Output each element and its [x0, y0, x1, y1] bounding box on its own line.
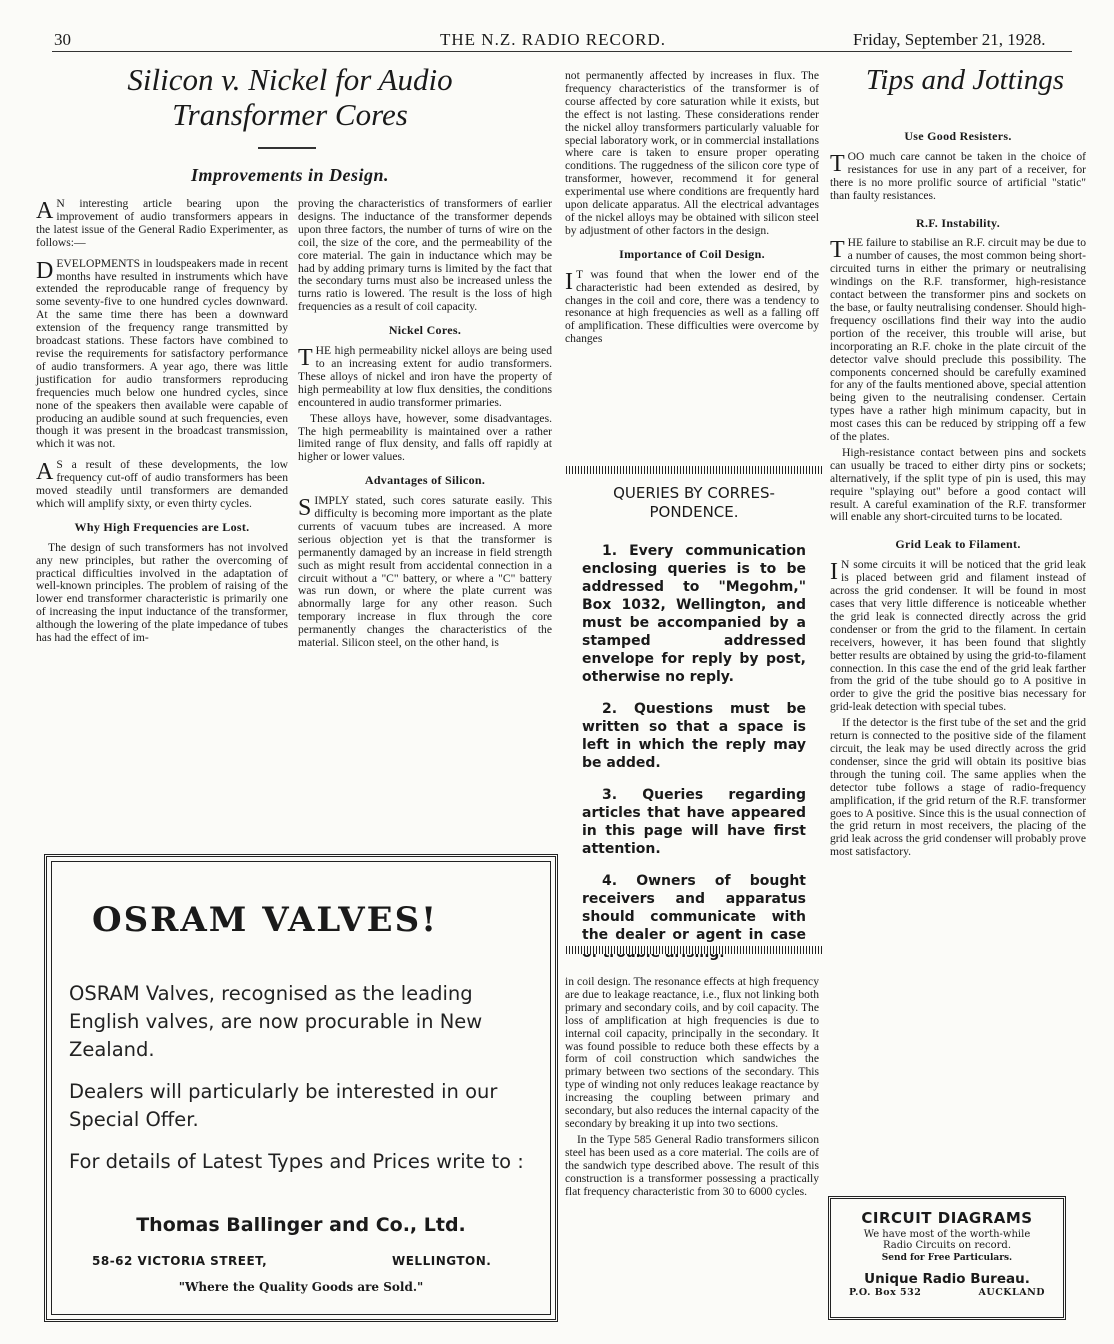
ad-company: Thomas Ballinger and Co., Ltd. [136, 1214, 466, 1236]
section-heading: Importance of Coil Design. [619, 246, 765, 261]
header-rule [52, 51, 1072, 52]
ad-city: WELLINGTON. [392, 1254, 492, 1268]
article-subtitle: Improvements in Design. [190, 165, 389, 185]
section-heading: R.F. Instability. [915, 215, 1000, 230]
circuit-diagrams-advertisement: CIRCUIT DIAGRAMS We have most of the worth-while Radio Circuits on record. Send for Free Particulars. Unique Radio Bureau. P.O. Box 532 AUCKLAND [828, 1196, 1066, 1320]
section-heading: Nickel Cores. [388, 323, 462, 338]
section-heading: Grid Leak to Filament. [895, 537, 1021, 552]
ad-copy-2: Dealers will particularly be interested in our Special Offer. [69, 1080, 498, 1131]
article-title: Silicon v. Nickel for Audio Transformer Cores [127, 62, 453, 132]
circuit-ad-city: AUCKLAND [978, 1287, 1045, 1298]
query-rule-1: 1. Every communication enclosing queries is to be addressed to "Megohm," Box 1032, Wellington, and must be accompanied by a stamped addressed envelope for reply by post, otherwise no reply. [582, 543, 806, 685]
ad-copy-1: OSRAM Valves, recognised as the leading English valves, are now procurable in New Zealand. [69, 982, 483, 1061]
issue-date: Friday, September 21, 1928. [853, 30, 1046, 49]
separator-bar [566, 946, 822, 954]
separator-bar [566, 466, 822, 474]
query-rule-3: 3. Queries regarding articles that have appeared in this page will have first attention. [582, 787, 806, 857]
circuit-ad-company: Unique Radio Bureau. [864, 1271, 1030, 1287]
query-rule-2: 2. Questions must be written so that a space is left in which the reply may be added. [582, 701, 806, 771]
article-column-3-continued: in coil design. The resonance effects at high frequency are due to leakage reactance, i.e., flux not linking both primary and secondary coils, and by coil capacity. The loss of amplification at high frequencies is due to internal coil capacity, principally in the secondary. It was found possible to reduce both these effects by a form of coil construction which sandwiches the primary between two sections of the secondary. This type of winding not only reduces leakage reactance by increasing the coupling between primary and secondary, but also reduces the internal capacity of the secondary by breaking it up into two sections. In the Type 585 General Radio transformers silicon steel has been used as a core material. The coils are of the sandwich type described above. The result of this construction is a transformer possessing a practically flat frequency characteristic from 30 to 6000 cycles. [565, 975, 819, 1198]
tips-column: Use Good Resisters. TOO much care cannot be taken in the choice of resistances for use in any part of a receiver, for there is no more prolific source of artificial "static" than faulty resistances. R.F. Instability. THE failure to stabilise an R.F. circuit may be due to a number of causes, the most common being short-circuited turns in either the primary or neutralising windings on the R.F. transformer, high-resistance contact between the transformer pins and sockets on the base, or faulty neutralising condenser. Should high-frequency oscillations find their way into the audio portion of the receiver, this trouble will arise, but incorporating an R.F. choke in the plate circuit of the detector valve should preclude this possibility. The components concerned should be carefully examined for any of the faults mentioned above, special attention being given to the neutralising condenser. Certain types have a rather high minimum capacity, but in most cases this can be reduced by stripping off a few of the plates. High-resistance contact between pins and sockets can usually be traced to either dirty pins or sockets; alternatively, if the split type of pin is used, this may require "splaying out" before a good contact will result. A careful examination of the R.F. transformer will enable any short-circuited turns to be located. Grid Leak to Filament. I N some circuits it will be noticed that the grid leak is placed between grid and filament instead of across the grid condenser. It will be found in most cases that very little difference is noticeable whether the grid leak is connected directly across the grid condenser or from the grid to the filament. In certain receivers, however, it has been found that slightly better results are obtained by using the grid-to-filament connection. In this case the end of the grid leak farther from the grid of the tube should go to A positive in order to give the grid the positive bias necessary for grid-leak detection with special tubes. If the detector is the first tube of the set and the grid return is connected to the positive side of the filament circuit, the leak may be used directly across the grid condenser, since the grid will obtain its positive bias through the tuning coil. The same applies when the detector tube follows a stage of radio-frequency amplification, if the grid return of the R.F. transformer goes to A positive. Since this is the usual connection of the grid return in most receivers, the placing of the grid leak across the grid condenser will probably prove most satisfactory. [830, 129, 1086, 859]
queries-title: QUERIES BY CORRES- PONDENCE. [613, 484, 775, 521]
ad-slogan: "Where the Quality Goods are Sold." [178, 1280, 424, 1294]
section-heading: Why High Frequencies are Lost. [74, 519, 250, 534]
section-heading: Advantages of Silicon. [364, 473, 486, 488]
ad-headline: OSRAM VALVES! [92, 900, 439, 940]
publication-title: THE N.Z. RADIO RECORD. [440, 30, 666, 49]
query-rule-4: 4. Owners of bought receivers and apparatus should communicate with the dealer or agent in case [582, 873, 806, 943]
section-heading: Use Good Resisters. [904, 129, 1012, 143]
tips-title: Tips and Jottings [865, 64, 1065, 96]
queries-box [566, 484, 822, 976]
osram-advertisement [44, 854, 558, 1322]
ad-street: 58-62 VICTORIA STREET, [92, 1254, 268, 1268]
article-column-2: proving the characteristics of transformers of earlier designs. The inductance of the transformer depends upon three factors, the number of turns of wire on the coil, the size of the core, and the permeability of the core material. The gain in inductance which may be had by adding primary turns is limited by the fact that the secondary turns must also be increased unless the turns ratio is lowered. The result is the loss of high frequencies as a result of coil capacity. Nickel Cores. THE high permeability nickel alloys are being used to an increasing extent for audio transformers. These alloys of nickel and iron have the property of high permeability at low flux densities, the conditions encountered in audio transformer primaries. These alloys have, however, some disadvantages. The high permeability is maintained over a rather limited range of flux density, and falls off rapidly at higher or lower values. Advantages of Silicon. SIMPLY stated, such cores saturate easily. This difficulty is becoming more important as the plate currents of vacuum tubes are increased. A more serious objection yet is that the transformer is permanently damaged by an increase in field strength such as might result from accidental connection in a circuit without a "C" battery, or where a "C" battery was run down, or where the plate current was abnormally large for any other reason. Such temporary increase in flux through the core permanently changes the characteristics of the material. Silicon steel, on the other hand, is [298, 197, 552, 650]
circuit-ad-title: CIRCUIT DIAGRAMS [861, 1209, 1033, 1227]
title-rule [258, 147, 316, 149]
ad-copy-3: For details of Latest Types and Prices write to : [69, 1150, 524, 1173]
circuit-ad-box: P.O. Box 532 [849, 1287, 922, 1298]
article-column-1: A N interesting article bearing upon the improvement of audio transformers appears in the latest issue of the General Radio Experimenter, as follows:— DEVELOPMENTS in loudspeakers made in recent months have resulted in instruments which have extended the reproducable range of frequency by some seventy-five to one hundred cycles downward. At the same time there has been a downward extension of the frequency range transmitted by broadcast stations. These factors have combined to revise the requirements for satisfactory performance of audio transformers. A year ago, there was little justification for audio transformers reproducing frequencies much below one hundred cycles, since none of the speakers then available were capable of producing an audible sound at such frequencies, even though it was present in the broadcast transmission, which it was not. A S a result of these developments, the low frequency cut-off of audio transformers has been moved steadily until transformers are demanded which will amplify sixty, or even thirty cycles. Why High Frequencies are Lost. The design of such transformers has not involved any new principles, but rather the overcoming of practical difficulties involved in the adaptation of well-known principles. The problem of raising of the lower end transformer characteristic is primarily one of increasing the input inductance of the transformer, although the lowering of the plate impedance of tubes has had the effect of im- [36, 197, 288, 645]
article-column-3: not permanently affected by increases in flux. The frequency characteristics of the transformer is of course affected by core saturation while it exists, but the effect is not lasting. These considerations render the nickel alloy transformers particularly valuable for special laboratory work, or in commercial installations where care is taken to ensure proper operating conditions. The ruggedness of the silicon core type of transformer, however, recommend it for general experimental use where conditions are frequently hard upon delicate apparatus. All the electrical advantages of the nickel alloys may be obtained with silicon steel by adjustment of other factors in the design. Importance of Coil Design. I T was found that when the lower end of the characteristic had been extended as desired, by changes in the coil and core, there was a tendency to resonance at high frequencies as well as a falling off of amplification. These difficulties were overcome by changes [565, 69, 819, 346]
page-number: 30 [54, 30, 71, 49]
